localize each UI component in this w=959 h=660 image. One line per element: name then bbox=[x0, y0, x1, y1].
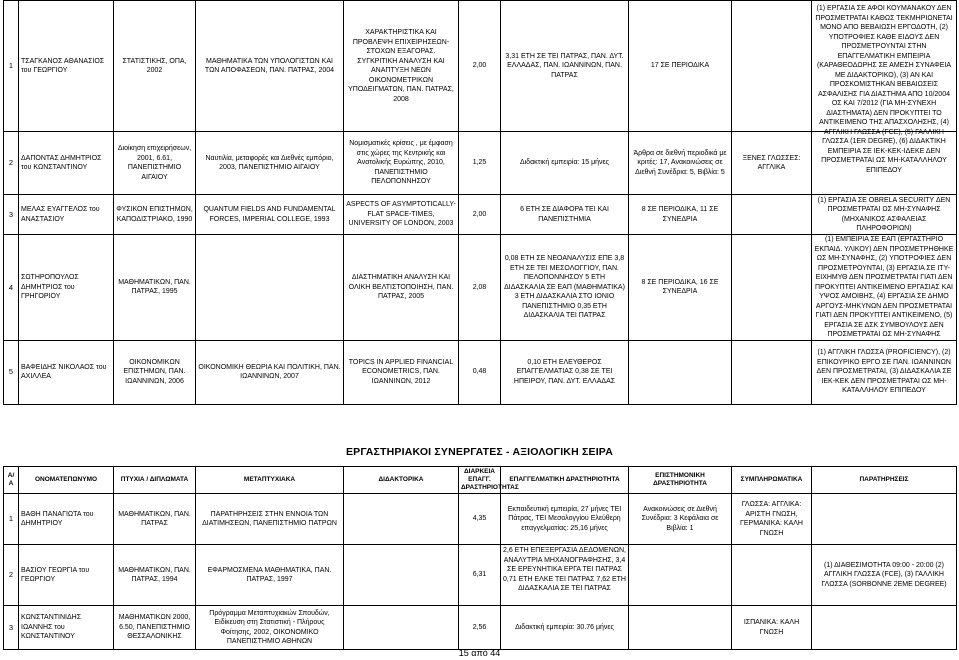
notes-cell bbox=[812, 1, 957, 174]
masters-cell: ΜΑΘΗΜΑΤΙΚΑ ΤΩΝ ΥΠΟΛΟΓΙΣΤΩΝ ΚΑΙ ΤΩΝ ΑΠΟΦΑΣΕΩΝ, ΠΑΝ. ΠΑΤΡΑΣ, 2004 bbox=[196, 1, 344, 132]
scientific-cell bbox=[629, 606, 732, 650]
candidate-name: ΒΑΘΗ ΠΑΝΑΓΙΩΤΑ του ΔΗΜΗΤΡΙΟΥ bbox=[19, 494, 114, 545]
phd-cell bbox=[344, 545, 459, 606]
col-header-masters: ΜΕΤΑΠΤΥΧΙΑΚΑ bbox=[196, 467, 344, 494]
languages-cell bbox=[732, 235, 812, 341]
row-number: 3 bbox=[4, 195, 19, 235]
languages-cell bbox=[732, 1, 812, 132]
degree-cell: ΜΑΘΗΜΑΤΙΚΩΝ, ΠΑΝ. ΠΑΤΡΑΣ bbox=[114, 494, 196, 545]
candidate-name: ΣΩΤΗΡΟΠΟΥΛΟΣ ΔΗΜΗΤΡΙΟΣ του ΓΡΗΓΟΡΙΟΥ bbox=[19, 235, 114, 341]
professional-text: 2,6 ΕΤΗ ΕΠΕΞΕΡΓΑΣΙΑ ΔΕΔΟΜΕΝΩΝ, ΑΝΑΛΥΤΡΙΑ ΜΗΧΑΝΟΓΡΑΦΗΣΗΣ, 3,4 ΣΕ ΕΡΕΥΝΗΤΙΚΑ ΕΡΓΑ ΤΕΙ ΠΑΤΡΑΣ 0,71 ΕΤΗ ΕΛΚΕ ΤΕΙ ΠΑΤΡΑΣ 7,62 ΕΤΗ ΔΙΔΑΣΚΑΛΙΑ ΣΕ ΤΕΙ ΠΑΤΡΑΣ bbox=[503, 547, 627, 592]
table-row bbox=[4, 606, 957, 650]
degree-cell: ΜΑΘΗΜΑΤΙΚΩΝ, ΠΑΝ. ΠΑΤΡΑΣ, 1994 bbox=[114, 545, 196, 606]
masters-cell: ΕΦΑΡΜΟΣΜΕΝΑ ΜΑΘΗΜΑΤΙΚΑ, ΠΑΝ. ΠΑΤΡΑΣ, 1997 bbox=[196, 545, 344, 606]
degree-cell: ΜΑΘΗΜΑΤΙΚΩΝ 2000, 6.50, ΠΑΝΕΠΙΣΤΗΜΙΟ ΘΕΣΣΑΛΟΝΙΚΗΣ bbox=[114, 606, 196, 650]
phd-cell: Νομισματικές κρίσεις , με έμφαση στις χώρες της Κεντρικής και Ανατολικής Ευρώπης, 2010, ΠΑΝΕΠΙΣΤΗΜΙΟ ΠΕΛΟΠΟΝΝΗΣΟΥ bbox=[344, 132, 459, 195]
table-row bbox=[4, 340, 957, 404]
notes-text: (1) ΕΡΓΑΣΙΑ ΣΕ ΑΦΟΙ ΚΟΥΜΑΝΑΚΟΥ ΔΕΝ ΠΡΟΣΜΕΤΡΑΤΑΙ ΚΑΘΩΣ ΤΕΚΜΗΡΙΩΝΕΤΑΙ ΜΟΝΟ ΑΠΟ ΒΕΒΑΙΩΣΗ ΕΡΓΟΔΟΤΗ, (2) ΥΠΟΤΡΟΦΙΕΣ ΚΑΘΕ ΕΙΔΟΥΣ ΔΕΝ ΠΡΟΣΜΕΤΡΟΥΝΤΑΙ ΣΤΗΝ ΕΠΑΓΓΕΛΜΑΤΙΚΗ ΕΜΠΕΙΡΙΑ (ΚΑΡΑΘΕΟΔΩΡΗΣ ΣΕ ΑΜΕΣΗ ΣΥΝΑΦΕΙΑ ΜΕ ΔΙΔΑΚΤΟΡΙΚΟ), (3) ΑΝ ΚΑΙ ΠΡΟΣΚΟΜΙΣΤΗΚΑΝ ΒΕΒΑΙΩΣΕΙΣ ΑΣΦΑΛΙΣΗΣ ΓΙΑ ΔΙΑΣΤΗΜΑ ΑΠΟ 10/2004 ΟΣ ΚΑΙ 7/2012 (ΓΙΑ ΜΗ-ΣΥΝΕΧΗ ΔΙΑΣΤΗΜΑΤΑ) ΔΕΝ ΠΡΟΚΥΠΤΕΙ ΤΟ ΑΝΤΙΚΕΙΜΕΝΟ ΤΗΣ ΑΠΑΣΧΟΛΗΣΗΣ, (4) ΑΓΓΛΙΚΗ ΓΛΩΣΣΑ (FCE), (5) ΓΑΛΛΙΚΗ ΓΛΩΣΣΑ (1ER DEGRE), (6) ΔΙΔΑΚΤΙΚΗ ΕΜΠΕΙΡΙΑ ΣΕ ΙΕΚ-ΚΕΚ-ΙΔΕΚΕ ΔΕΝ ΠΡΟΣΜΕΤΡΑΤΑΙ ΩΣ ΜΗ-ΚΑΤΑΛΛΗΛΟΥ ΕΠΙΠΕΔΟΥ bbox=[815, 5, 953, 174]
col-header-degree: ΠΤΥΧΙΑ / ΔΙΠΛΩΜΑΤΑ bbox=[114, 467, 196, 494]
professional-cell: Διδακτική εμπειρία: 30.76 μήνες bbox=[501, 606, 629, 650]
candidate-name: ΒΑΦΕΙΔΗΣ ΝΙΚΟΛΑΟΣ του ΑΧΙΛΛΕΑ bbox=[19, 340, 114, 404]
teaching-cell: Διδακτική εμπειρία: 15 μήνες bbox=[501, 132, 629, 195]
masters-cell bbox=[196, 235, 344, 341]
candidate-name: ΚΩΝΣΤΑΝΤΙΝΙΔΗΣ ΙΩΑΝΝΗΣ του ΚΩΝΣΤΑΝΤΙΝΟΥ bbox=[19, 606, 114, 650]
row-number: 1 bbox=[4, 494, 19, 545]
score-cell: 2,56 bbox=[459, 606, 501, 650]
research-cell: 17 ΣΕ ΠΕΡΙΟΔΙΚΑ bbox=[629, 1, 732, 132]
degree-cell: Διοίκηση επιχειρήσεων, 2001, 6.61, ΠΑΝΕΠΙΣΤΗΜΙΟ ΑΙΓΑΙΟΥ bbox=[114, 132, 196, 195]
teaching-cell: 0,10 ΕΤΗ ΕΛΕΥΘΕΡΟΣ ΕΠΑΓΓΕΛΜΑΤΙΑΣ 0,38 ΣΕ ΤΕΙ ΗΠΕΙΡΟΥ, ΠΑΝ. ΔΥΤ. ΕΛΛΑΔΑΣ bbox=[501, 340, 629, 404]
col-header-supplementary: ΣΥΜΠΛΗΡΩΜΑΤΙΚΑ bbox=[732, 467, 812, 494]
table-row bbox=[4, 132, 957, 195]
col-header-aa: Α/Α bbox=[4, 467, 19, 494]
degree-cell: ΟΙΚΟΝΟΜΙΚΩΝ ΕΠΙΣΤΗΜΩΝ, ΠΑΝ. ΙΩΑΝΝΙΝΩΝ, 2006 bbox=[114, 340, 196, 404]
research-cell bbox=[629, 340, 732, 404]
phd-cell: ASPECTS OF ASYMPTOTICALLY-FLAT SPACE-TIMES, UNIVERSITY OF LONDON, 2003 bbox=[344, 195, 459, 235]
evaluation-table-lab bbox=[3, 466, 957, 650]
masters-cell: QUANTUM FIELDS AND FUNDAMENTAL FORCES, IMPERIAL COLLEGE, 1993 bbox=[196, 195, 344, 235]
research-cell: Άρθρα σε διεθνή περιοδικά με κριτές: 17, Ανακοινώσεις σε Διεθνή Συνέδρια: 5, Βιβλία: 5 bbox=[629, 132, 732, 195]
notes-cell: (1) ΔΙΑΘΕΣΙΜΟΤΗΤΑ 09:00 - 20:00 (2) ΑΓΓΛΙΚΗ ΓΛΩΣΣΑ (FCE), (3) ΓΑΛΛΙΚΗ ΓΛΩΣΣΑ (SORBONNE 2EME DEGREE) bbox=[812, 545, 957, 606]
col-header-scientific: ΕΠΙΣΤΗΜΟΝΙΚΗ ΔΡΑΣΤΗΡΙΟΤΗΤΑ bbox=[629, 467, 732, 494]
score-cell: 2,08 bbox=[459, 235, 501, 341]
row-number: 2 bbox=[4, 132, 19, 195]
table-row bbox=[4, 1, 957, 132]
row-number: 3 bbox=[4, 606, 19, 650]
languages-cell: ΞΕΝΕΣ ΓΛΩΣΣΕΣ: ΑΓΓΛΙΚΑ bbox=[732, 132, 812, 195]
score-cell: 4,35 bbox=[459, 494, 501, 545]
page-number: 15 από 44 bbox=[458, 648, 501, 658]
phd-cell: ΔΙΑΣΤΗΜΑΤΙΚΗ ΑΝΑΛΥΣΗ ΚΑΙ ΟΛΙΚΗ ΒΕΛΤΙΣΤΟΠΟΙΗΣΗ, ΠΑΝ. ΠΑΤΡΑΣ, 2005 bbox=[344, 235, 459, 341]
candidate-name: ΜΕΛΑΣ ΕΥΑΓΓΕΛΟΣ του ΑΝΑΣΤΑΣΙΟΥ bbox=[19, 195, 114, 235]
phd-cell: TOPICS IN APPLIED FINANCIAL ECONOMETRICS, ΠΑΝ. ΙΩΑΝΝΙΝΩΝ, 2012 bbox=[344, 340, 459, 404]
notes-cell: (1) ΕΜΠΕΙΡΙΑ ΣΕ ΕΑΠ (ΕΡΓΑΣΤΗΡΙΟ ΕΚΠΑΙΔ. ΥΛΙΚΟΥ) ΔΕΝ ΠΡΟΣΜΕΤΡΗΘΗΚΕ ΩΣ ΜΗ-ΣΥΝΑΦΗΣ, (2) ΥΠΟΤΡΟΦΙΕΣ ΔΕΝ ΠΡΟΣΜΕΤΡΟΥΝΤΑΙ, (3) ΕΡΓΑΣΙΑ ΣΕ ΙΤΥ-ΕΙΧΗΜΥΘ ΔΕΝ ΠΡΟΣΜΕΤΡΑΤΑΙ ΓΙΑΤΙ ΔΕΝ ΠΡΟΚΥΠΤΕΙ ΑΝΤΙΚΕΙΜΕΝΟ ΕΡΓΑΣΙΑΣ ΚΑΙ ΥΨΟΣ ΑΜΟΙΒΗΣ, (4) ΕΡΓΑΣΙΑ ΣΕ ΔΗΜΟ ΑΡΓΟΥΣ-ΜΗΚΥΝΩΝ ΔΕΝ ΠΡΟΣΜΕΤΡΑΤΑΙ ΓΙΑΤΙ ΔΕΝ ΠΡΟΚΥΠΤΕΙ ΑΝΤΙΚΕΙΜΕΝΟ, (5) ΕΡΓΑΣΙΑ ΣΕ ΔΣΚ ΣΥΜΒΟΥΛΟΥΣ ΔΕΝ ΠΡΟΣΜΕΤΡΑΤΑΙ ΩΣ ΜΗ-ΣΥΝΑΦΗΣ bbox=[812, 235, 957, 341]
score-cell: 1,25 bbox=[459, 132, 501, 195]
professional-cell: Εκπαιδευτική εμπειρία, 27 μήνες ΤΕΙ Πάτρας, ΤΕΙ Μεσολογγίου Ελεύθερη επαγγελματίας: 25,16 μήνες bbox=[501, 494, 629, 545]
teaching-cell: 6 ΕΤΗ ΣΕ ΔΙΑΦΟΡΑ ΤΕΙ ΚΑΙ ΠΑΝΕΠΙΣΤΗΜΙΑ bbox=[501, 195, 629, 235]
masters-cell: Πρόγραμμα Μεταπτυχιακών Σπουδών, Ειδίκευση στη Στατιστική - Πλήρους Φοίτησης, 2002, ΟΙΚΟΝΟΜΙΚΟ ΠΑΝΕΠΙΣΤΗΜΙΟ ΑΘΗΝΩΝ bbox=[196, 606, 344, 650]
scientific-cell: Ανακοινώσεις σε Διεθνή Συνέδρια: 3 Κεφάλαια σε Βιβλία: 1 bbox=[629, 494, 732, 545]
phd-cell: ΧΑΡΑΚΤΗΡΙΣΤΙΚΑ ΚΑΙ ΠΡΟΒΛΕΨΗ ΕΠΙΧΕΙΡΗΣΕΩΝ-ΣΤΟΧΩΝ ΕΞΑΓΟΡΑΣ. ΣΥΓΚΡΙΤΙΚΗ ΑΝΑΛΥΣΗ ΚΑΙ ΑΝΑΠΤΥΞΗ ΝΕΩΝ ΟΙΚΟΝΟΜΕΤΡΙΚΩΝ ΥΠΟΔΕΙΓΜΑΤΩΝ, ΠΑΝ. ΠΑΤΡΑΣ, 2008 bbox=[344, 1, 459, 132]
degree-cell: ΣΤΑΤΙΣΤΙΚΗΣ, ΟΠΑ, 2002 bbox=[114, 1, 196, 132]
candidate-name: ΤΣΑΓΚΑΝΟΣ ΑΘΑΝΑΣΙΟΣ του ΓΕΩΡΓΙΟΥ bbox=[19, 1, 114, 132]
scientific-cell bbox=[629, 545, 732, 606]
score-cell: 2,00 bbox=[459, 195, 501, 235]
notes-cell bbox=[812, 494, 957, 545]
col-header-phd: ΔΙΔΑΚΤΟΡΙΚΑ bbox=[344, 467, 459, 494]
supplementary-cell bbox=[732, 545, 812, 606]
notes-cell: (1) ΕΡΓΑΣΙΑ ΣΕ OBRELA SECURITY ΔΕΝ ΠΡΟΣΜΕΤΡΑΤΑΙ ΩΣ ΜΗ-ΣΥΝΑΦΗΣ (ΜΗΧΑΝΙΚΟΣ ΑΣΦΑΛΕΙΑΣ ΠΛΗΡΟΦΟΡΙΩΝ) bbox=[812, 195, 957, 235]
score-cell: 6,31 bbox=[459, 545, 501, 606]
col-header-notes: ΠΑΡΑΤΗΡΗΣΕΙΣ bbox=[812, 467, 957, 494]
table-row bbox=[4, 494, 957, 545]
row-number: 1 bbox=[4, 1, 19, 132]
table-row bbox=[4, 545, 957, 606]
col-header-duration: ΔΙΑΡΚΕΙΑ ΕΠΑΓΓ. ΔΡΑΣΤΗΡΙΟΤΗΤΑΣ bbox=[459, 467, 501, 494]
languages-cell bbox=[732, 340, 812, 404]
section-title: ΕΡΓΑΣΤΗΡΙΑΚΟΙ ΣΥΝΕΡΓΑΤΕΣ - ΑΞΙΟΛΟΓΙΚΗ ΣΕΙΡΑ bbox=[345, 446, 614, 458]
notes-cell: (1) ΑΓΓΛΙΚΗ ΓΛΩΣΣΑ (PROFICIENCY), (2) ΕΠΙΚΟΥΡΙΚΟ ΕΡΓΟ ΣΕ ΠΑΝ. ΙΩΑΝΝΙΝΩΝ ΔΕΝ ΠΡΟΣΜΕΤΡΑΤΑΙ, (3) ΔΙΔΑΣΚΑΛΙΑ ΣΕ ΙΕΚ-ΚΕΚ ΔΕΝ ΠΡΟΣΜΕΤΡΑΤΑΙ ΩΣ ΜΗ-ΚΑΤΑΛΛΗΛΟΥ ΕΠΙΠΕΔΟΥ bbox=[812, 340, 957, 404]
masters-cell: Ναυτιλία, μεταφορές και Διεθνές εμπόριο, 2003, ΠΑΝΕΠΙΣΤΗΜΙΟ ΑΙΓΑΙΟΥ bbox=[196, 132, 344, 195]
masters-cell: ΠΑΡΑΤΗΡΗΣΕΙΣ ΣΤΗΝ ΕΝΝΟΙΑ ΤΩΝ ΔΙΑΤΙΜΗΣΕΩΝ, ΠΑΝΕΠΙΣΤΗΜΙΟ ΠΑΤΡΩΝ bbox=[196, 494, 344, 545]
professional-cell bbox=[501, 545, 629, 606]
notes-cell bbox=[812, 606, 957, 650]
col-header-name: ΟΝΟΜΑΤΕΠΩΝΥΜΟ bbox=[19, 467, 114, 494]
teaching-cell: 0,08 ΕΤΗ ΣΕ ΝΕΟΑΝΑΛΥΣΙΣ ΕΠΕ 3,8 ΕΤΗ ΣΕ ΤΕΙ ΜΕΣΟΛΟΓΓΙΟΥ, ΠΑΝ. ΠΕΛΟΠΟΝΝΗΣΟΥ 5 ΕΤΗ ΔΙΔΑΣΚΑΛΙΑ ΣΕ ΕΑΠ (ΜΑΘΗΜΑΤΙΚΑ) 3 ΕΤΗ ΔΙΔΑΣΚΑΛΙΑ ΣΤΟ ΙΟΝΙΟ ΠΑΝΕΠΙΣΤΗΜΙΟ 0,35 ΕΤΗ ΔΙΔΑΣΚΑΛΙΑ ΤΕΙ ΠΑΤΡΑΣ bbox=[501, 235, 629, 341]
score-cell: 0,48 bbox=[459, 340, 501, 404]
row-number: 5 bbox=[4, 340, 19, 404]
col-header-professional: ΕΠΑΓΓΕΛΜΑΤΙΚΗ ΔΡΑΣΤΗΡΙΟΤΗΤΑ bbox=[501, 467, 629, 494]
degree-cell: ΦΥΣΙΚΟΝ ΕΠΙΣΤΗΜΩΝ, ΚΑΠΟΔΙΣΤΡΙΑΚΟ, 1990 bbox=[114, 195, 196, 235]
degree-cell: ΜΑΘΗΜΑΤΙΚΩΝ, ΠΑΝ. ΠΑΤΡΑΣ, 1995 bbox=[114, 235, 196, 341]
phd-cell bbox=[344, 494, 459, 545]
candidate-name: ΔΑΠΟΝΤΑΣ ΔΗΜΗΤΡΙΟΣ του ΚΩΝΣΤΑΝΤΙΝΟΥ bbox=[19, 132, 114, 195]
score-cell: 2,00 bbox=[459, 1, 501, 132]
research-cell: 8 ΣΕ ΠΕΡΙΟΔΙΚΑ, 11 ΣΕ ΣΥΝΕΔΡΙΑ bbox=[629, 195, 732, 235]
candidate-name: ΒΑΣΙΟΥ ΓΕΩΡΓΙΑ του ΓΕΩΡΓΙΟΥ bbox=[19, 545, 114, 606]
supplementary-cell: ΓΛΩΣΣΑ: ΑΓΓΛΙΚΑ: ΑΡΙΣΤΗ ΓΝΩΣΗ, ΓΕΡΜΑΝΙΚΑ: ΚΑΛΗ ΓΝΩΣΗ bbox=[732, 494, 812, 545]
table-row bbox=[4, 235, 957, 341]
evaluation-table-top bbox=[3, 0, 957, 405]
header-row bbox=[4, 467, 957, 494]
row-number: 2 bbox=[4, 545, 19, 606]
masters-cell: ΟΙΚΟΝΟΜΙΚΗ ΘΕΩΡΙΑ ΚΑΙ ΠΟΛΙΤΙΚΗ, ΠΑΝ. ΙΩΑΝΝΙΝΩΝ, 2007 bbox=[196, 340, 344, 404]
phd-cell bbox=[344, 606, 459, 650]
research-cell: 8 ΣΕ ΠΕΡΙΟΔΙΚΑ, 16 ΣΕ ΣΥΝΕΔΡΙΑ bbox=[629, 235, 732, 341]
supplementary-cell: ΙΣΠΑΝΙΚΑ: ΚΑΛΗ ΓΝΩΣΗ bbox=[732, 606, 812, 650]
languages-cell bbox=[732, 195, 812, 235]
teaching-cell: 3,31 ΕΤΗ ΣΕ ΤΕΙ ΠΑΤΡΑΣ, ΠΑΝ. ΔΥΤ. ΕΛΛΑΔΑΣ, ΠΑΝ. ΙΩΑΝΝΙΝΩΝ, ΠΑΝ. ΠΑΤΡΑΣ bbox=[501, 1, 629, 132]
row-number: 4 bbox=[4, 235, 19, 341]
table-row bbox=[4, 195, 957, 235]
